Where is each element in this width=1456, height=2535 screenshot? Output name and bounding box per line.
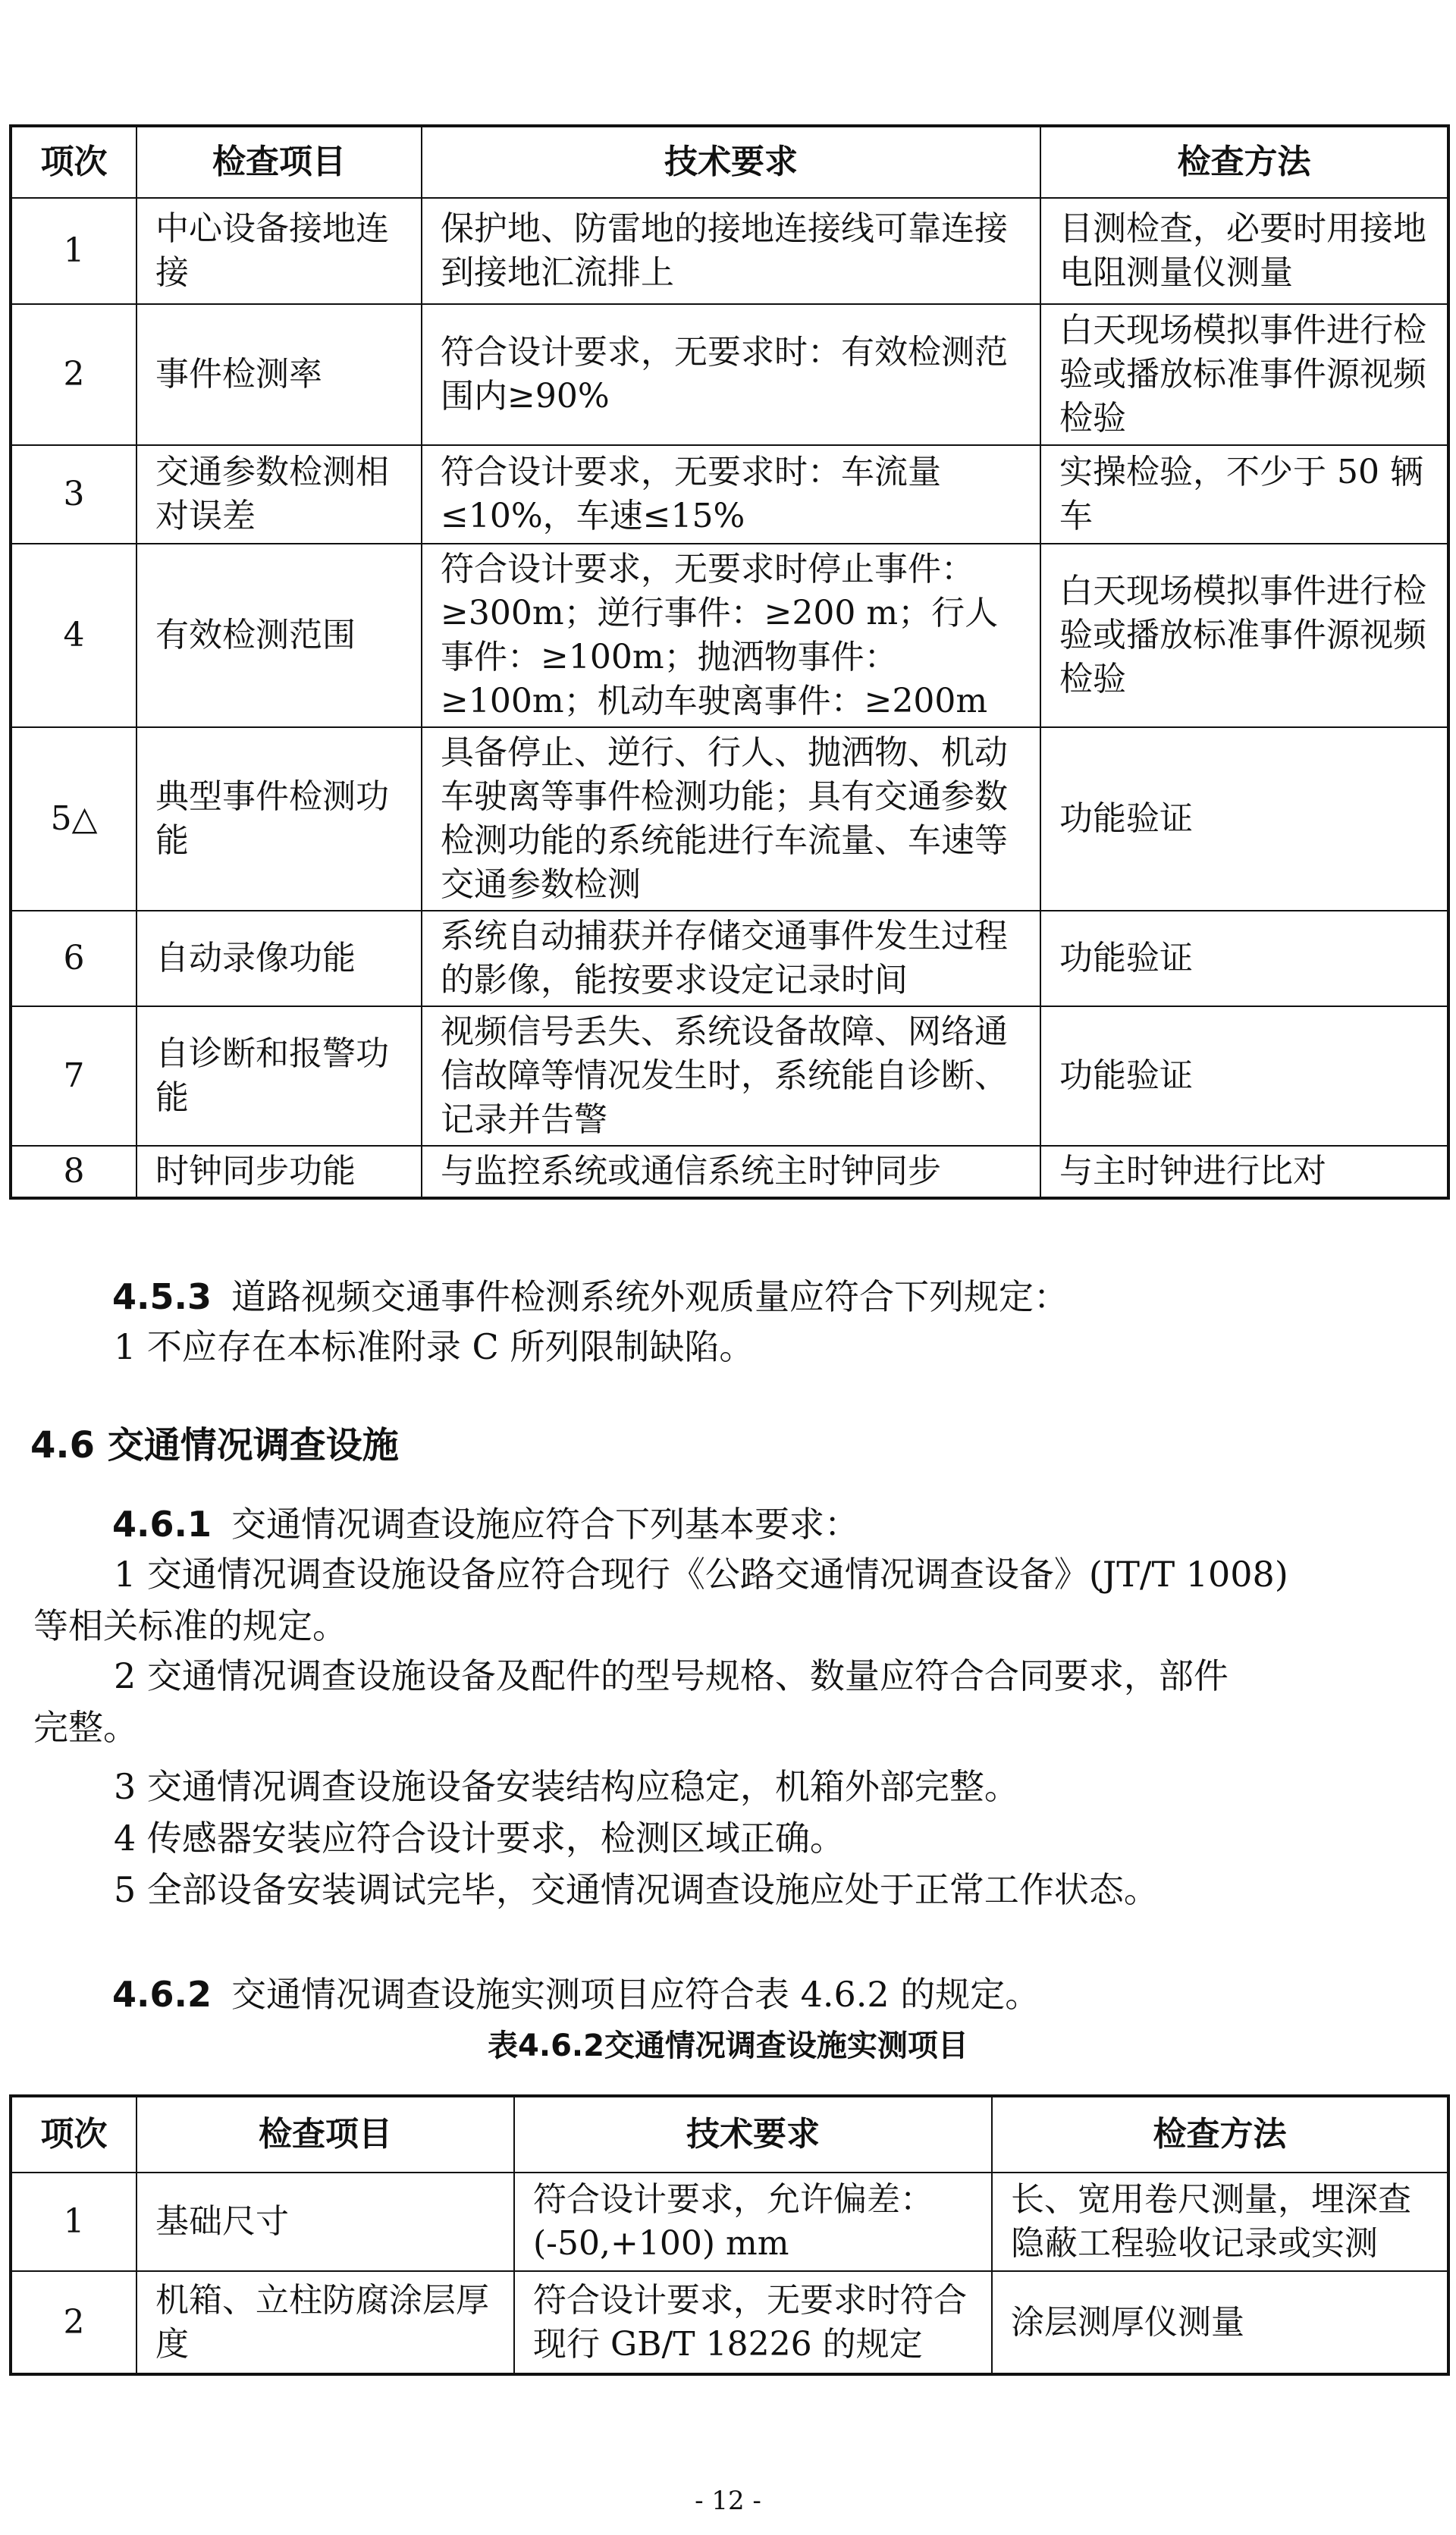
clause-item: 2 交通情况调查设施设备及配件的型号规格、数量应符合合同要求，部件 (114, 1655, 1228, 1696)
cell-item: 机箱、立柱防腐涂层厚度 (136, 2271, 514, 2374)
clause-item: 1 交通情况调查设施设备应符合现行《公路交通情况调查设备》(JT/T 1008) (114, 1554, 1288, 1595)
clause-item-continued: 等相关标准的规定。 (33, 1605, 347, 1646)
header-method: 检查方法 (992, 2096, 1448, 2173)
table-row (11, 445, 1448, 544)
header-item: 检查项目 (136, 2096, 514, 2173)
cell-no: 6 (11, 911, 136, 1006)
cell-item: 基础尺寸 (136, 2173, 514, 2271)
clause-item: 3 交通情况调查设施设备安装结构应稳定，机箱外部完整。 (114, 1766, 1019, 1807)
clause-text: 交通情况调查设施实测项目应符合表 4.6.2 的规定。 (231, 1974, 1040, 2015)
header-no: 项次 (11, 2096, 136, 2173)
cell-method: 涂层测厚仪测量 (992, 2271, 1448, 2374)
cell-method: 白天现场模拟事件进行检验或播放标准事件源视频检验 (1040, 544, 1448, 727)
cell-method: 与主时钟进行比对 (1040, 1146, 1448, 1198)
header-req: 技术要求 (514, 2096, 992, 2173)
table-row (11, 911, 1448, 1006)
clause-text: 道路视频交通事件检测系统外观质量应符合下列规定： (231, 1276, 1068, 1317)
page-number: - 12 - (695, 2486, 761, 2516)
cell-no: 1 (11, 2173, 136, 2271)
table-row (11, 2271, 1448, 2374)
clause-item-continued: 完整。 (33, 1707, 138, 1748)
clause-4-6-2 (112, 1972, 1456, 2017)
cell-item: 典型事件检测功能 (136, 727, 422, 911)
cell-req: 符合设计要求，无要求时：有效检测范围内≥90% (422, 304, 1040, 445)
clause-number: 4.6.2 (112, 1974, 212, 2015)
cell-no: 7 (11, 1006, 136, 1146)
header-method: 检查方法 (1040, 126, 1448, 198)
clause-item: 5 全部设备安装调试完毕，交通情况调查设施应处于正常工作状态。 (114, 1869, 1159, 1910)
table-row (11, 1146, 1448, 1198)
cell-req: 与监控系统或通信系统主时钟同步 (422, 1146, 1040, 1198)
cell-item: 事件检测率 (136, 304, 422, 445)
cell-no: 8 (11, 1146, 136, 1198)
cell-method: 功能验证 (1040, 911, 1448, 1006)
cell-no: 2 (11, 2271, 136, 2374)
cell-no: 5△ (11, 727, 136, 911)
table-header-row (11, 126, 1448, 198)
cell-no: 3 (11, 445, 136, 544)
cell-item: 自动录像功能 (136, 911, 422, 1006)
clause-4-5-3 (112, 1274, 1456, 1319)
cell-method: 功能验证 (1040, 727, 1448, 911)
table-row (11, 2173, 1448, 2271)
cell-req: 具备停止、逆行、行人、抛洒物、机动车驶离等事件检测功能；具有交通参数检测功能的系统能进行车流量、车速等交通参数检测 (422, 727, 1040, 911)
table-header-row (11, 2096, 1448, 2173)
header-req: 技术要求 (422, 126, 1040, 198)
cell-req: 符合设计要求，无要求时符合现行 GB/T 18226 的规定 (514, 2271, 992, 2374)
cell-method: 长、宽用卷尺测量，埋深查隐蔽工程验收记录或实测 (992, 2173, 1448, 2271)
clause-4-6-1 (112, 1501, 1456, 1547)
cell-req: 符合设计要求，允许偏差：(-50,+100) mm (514, 2173, 992, 2271)
cell-req: 系统自动捕获并存储交通事件发生过程的影像，能按要求设定记录时间 (422, 911, 1040, 1006)
clause-item: 1 不应存在本标准附录 C 所列限制缺陷。 (114, 1326, 755, 1367)
clause-number: 4.6.1 (112, 1504, 212, 1545)
cell-item: 交通参数检测相对误差 (136, 445, 422, 544)
cell-req: 视频信号丢失、系统设备故障、网络通信故障等情况发生时，系统能自诊断、记录并告警 (422, 1006, 1040, 1146)
cell-item: 中心设备接地连接 (136, 198, 422, 304)
table-row (11, 727, 1448, 911)
inspection-table-4-5-2 (9, 124, 1450, 1200)
cell-item: 自诊断和报警功能 (136, 1006, 422, 1146)
cell-req: 符合设计要求，无要求时：车流量≤10%，车速≤15% (422, 445, 1040, 544)
inspection-table-4-6-2 (9, 2094, 1450, 2376)
cell-no: 1 (11, 198, 136, 304)
cell-method: 实操检验，不少于 50 辆车 (1040, 445, 1448, 544)
clause-item: 4 传感器安装应符合设计要求，检测区域正确。 (114, 1818, 845, 1859)
header-item: 检查项目 (136, 126, 422, 198)
header-no: 项次 (11, 126, 136, 198)
table-row (11, 304, 1448, 445)
cell-req: 保护地、防雷地的接地连接线可靠连接到接地汇流排上 (422, 198, 1040, 304)
table-row (11, 198, 1448, 304)
cell-method: 白天现场模拟事件进行检验或播放标准事件源视频检验 (1040, 304, 1448, 445)
table-caption: 表4.6.2交通情况调查设施实测项目 (488, 2028, 968, 2063)
clause-number: 4.5.3 (112, 1276, 212, 1317)
section-heading: 4.6 交通情况调查设施 (30, 1424, 399, 1467)
cell-req: 符合设计要求，无要求时停止事件：≥300m；逆行事件：≥200 m；行人事件：≥100m；抛洒物事件：≥100m；机动车驶离事件：≥200m (422, 544, 1040, 727)
cell-item: 有效检测范围 (136, 544, 422, 727)
cell-item: 时钟同步功能 (136, 1146, 422, 1198)
cell-no: 2 (11, 304, 136, 445)
cell-method: 目测检查，必要时用接地电阻测量仪测量 (1040, 198, 1448, 304)
cell-no: 4 (11, 544, 136, 727)
table-row (11, 544, 1448, 727)
table-row (11, 1006, 1448, 1146)
clause-text: 交通情况调查设施应符合下列基本要求： (231, 1504, 859, 1545)
cell-method: 功能验证 (1040, 1006, 1448, 1146)
